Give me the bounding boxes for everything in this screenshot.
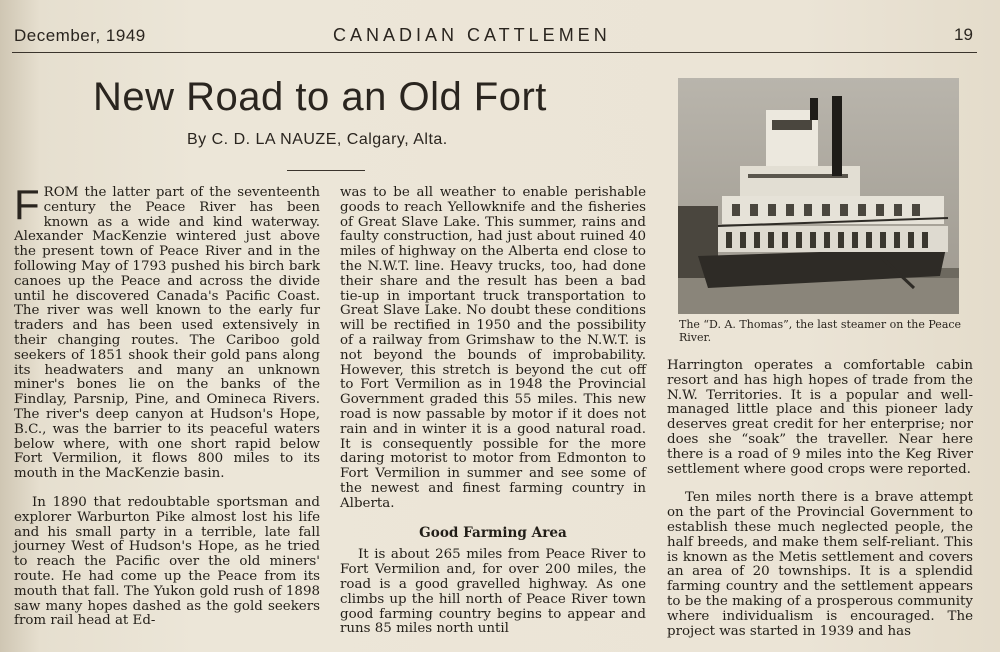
drop-cap: F <box>14 181 40 228</box>
article-title: New Road to an Old Fort <box>93 75 547 119</box>
issue-date: December, 1949 <box>14 26 146 45</box>
paragraph-1-text: ROM the latter part of the seventeenth century the Peace River has been known as a wide and kind waterway. Alexander MacKenzie wintered just above the present town of Peace River and in the following May of 1793 pushed his birch bark canoes up the Peace and across the divide until he discovered Canada's Pacific Coast. The river was well known to the early fur traders and has been used extensively in their changing routes. The Cariboo gold seekers of 1851 shook their gold pans along its headwaters and many an unknown miner's bones lie on the banks of the Findlay, Parsnip, Pine, and Omineca Rivers. The river's deep canyon at Hudson's Hope, B.C., was the barrier to its peaceful waters below where, with one short rapid below Fort Vermilion, it flows 800 miles to its mouth in the MacKenzie basin. <box>14 185 320 482</box>
steamer-photo <box>678 78 959 314</box>
paragraph-1 <box>14 181 320 482</box>
paragraph-6: Ten miles north there is a brave attempt on the part of the Provincial Government to establish these much neglected people, the half breeds, and make them self-reliant. This is known as the Metis settlement and covers an area of 20 townships. It is a splendid farming country and the settlement appears to be the making of a prosperous community where individualism is encouraged. The project was started in 1939 and has <box>667 490 973 639</box>
section-subhead: Good Farming Area <box>419 524 567 541</box>
paragraph-2: In 1890 that redoubtable sportsman and explorer Warburton Pike almost lost his life and his small party in a terrible, late fall journey West of Hudson's Hope, as he tried to reach the Pacific over the old miners' route. He had come up the Peace from its mouth that fall. The Yukon gold rush of 1898 saw many hopes dashed as the gold seekers from rail head at Ed- <box>14 494 320 629</box>
article-column-3 <box>667 359 973 639</box>
steamer-illustration-icon <box>678 78 959 314</box>
article-byline: By C. D. LA NAUZE, Calgary, Alta. <box>187 131 448 148</box>
photo-caption: The “D. A. Thomas”, the last steamer on the Peace River. <box>679 318 962 344</box>
page-number: 19 <box>954 25 973 44</box>
title-divider <box>287 170 365 171</box>
paragraph-5: Harrington operates a comfortable cabin resort and has high hopes of trade from the N.W. Territories. It is a popular and well-managed little place and this pioneer lady deserves great credit for her enterprise; nor does she “soak” the traveller. Near here there is a road of 9 miles into the Keg River settlement where good crops were reported. <box>667 358 973 477</box>
article-column-2 <box>340 186 646 637</box>
article-column-1 <box>14 181 320 629</box>
paragraph-3: was to be all weather to enable perishable goods to reach Yellowknife and the fisheries of Great Slave Lake. This summer, rains and faulty construction, had just about ruined 40 miles of highway on the Alberta end close to the N.W.T. line. Heavy trucks, too, had done their share and the result has been a bad tie-up in important truck transportation to Great Slave Lake. No doubt these conditions will be rectified in 1950 and the possibility of a railway from Grimshaw to the N.W.T. is not beyond the bounds of improbability. However, this stretch is beyond the cut off to Fort Vermilion as in 1948 the Provincial Government graded this 55 miles. This new road is now passable by motor if it does not rain and in winter it is a good natural road. It is consequently possible for the more daring motorist to motor from Edmonton to Fort Vermilion in summer and see some of the newest and finest farming country in Alberta. <box>340 185 646 511</box>
paragraph-4: It is about 265 miles from Peace River to Fort Vermilion and, for over 200 miles, the road is a good gravelled highway. As one climbs up the hill north of Peace River town good farming country begins to appear and runs 85 miles north until <box>340 547 646 637</box>
header-rule <box>12 52 977 53</box>
magazine-name: CANADIAN CATTLEMEN <box>333 25 611 45</box>
